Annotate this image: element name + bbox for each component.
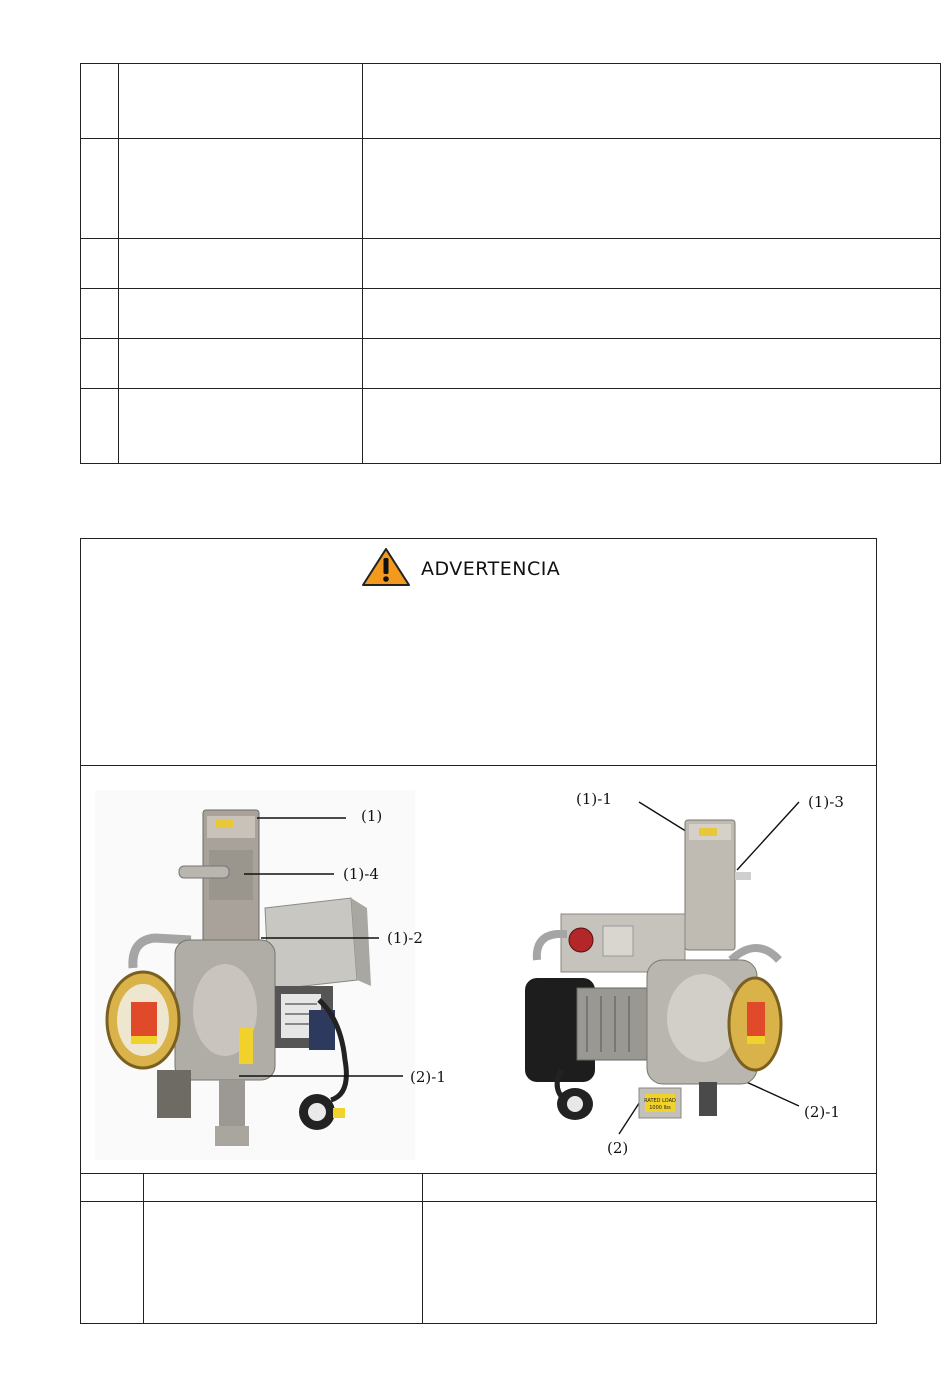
row-number-cell	[81, 139, 119, 239]
warning-triangle-icon	[361, 547, 411, 591]
callout-1-1: (1)-1	[576, 790, 612, 808]
callout-1: (1)	[361, 807, 383, 825]
header-description-cell	[422, 1174, 876, 1202]
row-number-cell	[81, 1202, 143, 1324]
callout-2-1-left: (2)-1	[410, 1068, 446, 1086]
hoist-figures	[81, 766, 876, 1173]
item-cell	[119, 139, 363, 239]
row-number-cell	[81, 339, 119, 389]
callout-1-4: (1)-4	[343, 865, 379, 883]
callout-2-1-right: (2)-1	[804, 1103, 840, 1121]
load-plate-line-2: 1000 lbs	[649, 1105, 671, 1111]
row-number-cell	[81, 389, 119, 464]
item-cell	[119, 64, 363, 139]
table-row	[81, 289, 941, 339]
hoist-rear-view-image	[521, 810, 789, 1120]
table-row	[81, 389, 941, 464]
callout-1-3: (1)-3	[808, 793, 844, 811]
load-plate-line-1: RATED LOAD	[644, 1098, 676, 1104]
description-cell	[363, 239, 941, 289]
header-number-cell	[81, 1174, 143, 1202]
warning-title-text: ADVERTENCIA	[421, 558, 561, 580]
row-number-cell	[81, 64, 119, 139]
description-cell	[363, 389, 941, 464]
row-number-cell	[81, 289, 119, 339]
item-cell	[119, 289, 363, 339]
table-header-row	[81, 1174, 876, 1202]
item-cell	[119, 389, 363, 464]
item-cell	[143, 1202, 422, 1324]
parts-table	[81, 1173, 876, 1324]
header-item-cell	[143, 1174, 422, 1202]
callout-1-2: (1)-2	[387, 929, 423, 947]
item-cell	[119, 239, 363, 289]
inspection-table	[80, 63, 941, 464]
description-cell	[422, 1202, 876, 1324]
item-cell	[119, 339, 363, 389]
warning-header	[81, 539, 876, 766]
table-row	[81, 339, 941, 389]
row-number-cell	[81, 239, 119, 289]
table-row	[81, 64, 941, 139]
table-row	[81, 139, 941, 239]
table-row	[81, 1202, 876, 1324]
callout-2: (2)	[607, 1139, 629, 1157]
description-cell	[363, 339, 941, 389]
warning-title	[361, 548, 560, 590]
description-cell	[363, 64, 941, 139]
description-cell	[363, 139, 941, 239]
description-cell	[363, 289, 941, 339]
warning-box	[80, 538, 877, 1324]
table-row	[81, 239, 941, 289]
